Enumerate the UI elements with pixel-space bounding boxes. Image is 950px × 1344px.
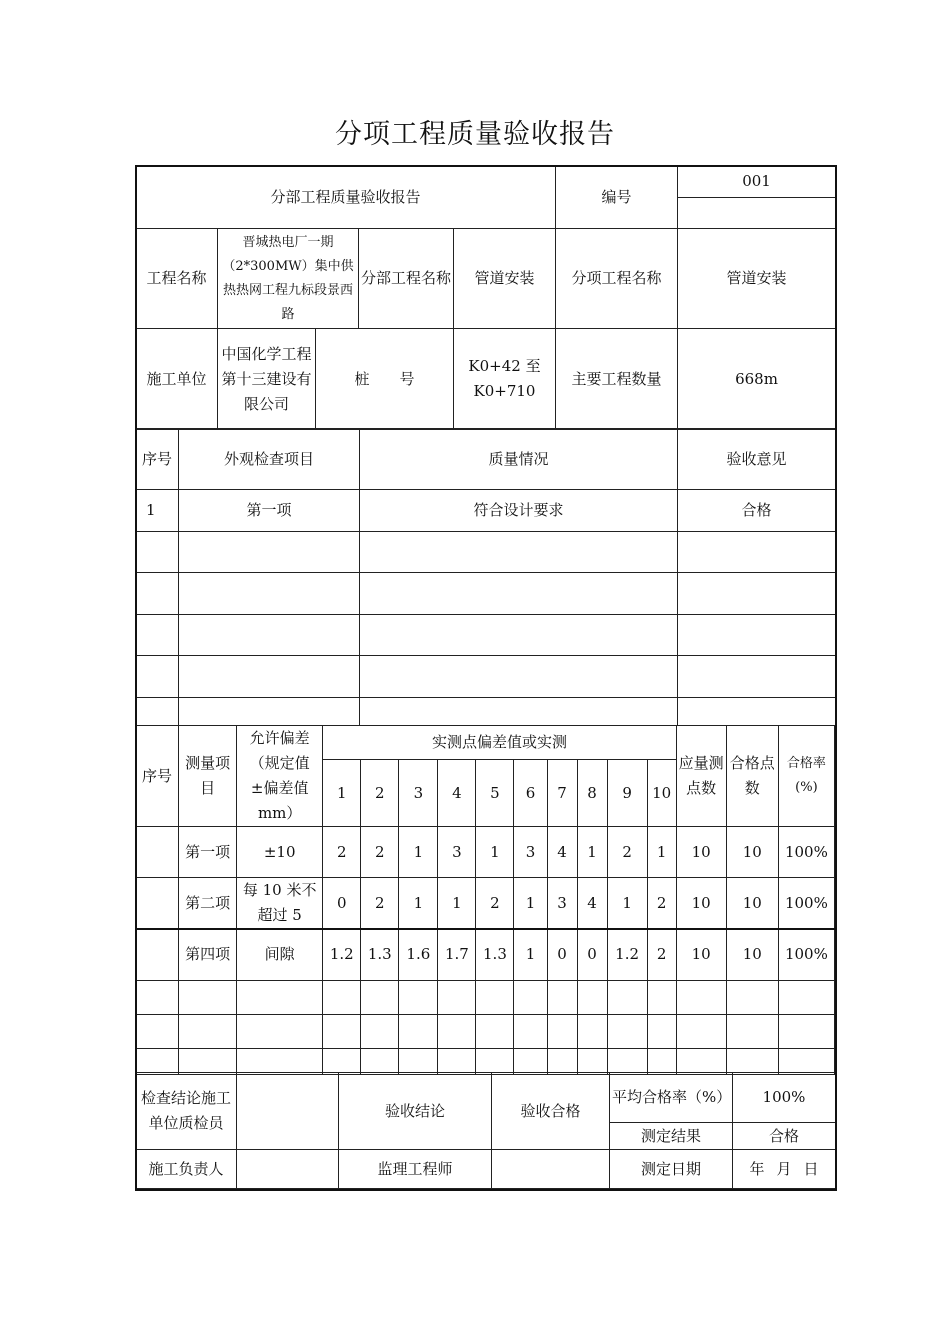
measure-pass: 10 [726, 929, 778, 980]
visual-row-item: 第一项 [179, 490, 360, 532]
number-blank [678, 198, 836, 229]
measure-item: 第一项 [179, 827, 237, 878]
measure-table [135, 725, 835, 1075]
number-value: 001 [678, 166, 836, 198]
measure-value: 0 [323, 878, 361, 930]
measure-value: 1.2 [323, 929, 361, 980]
point-number: 4 [438, 760, 476, 827]
measure-rate: 100% [778, 878, 834, 930]
measure-col-points: 应量测点数 [676, 726, 726, 827]
measure-value: 1 [577, 827, 607, 878]
point-number: 1 [323, 760, 361, 827]
table-row [136, 656, 836, 698]
measure-item: 第二项 [179, 878, 237, 930]
contractor-label: 施工单位 [136, 329, 218, 430]
table-row [136, 573, 836, 615]
measure-pass: 10 [726, 827, 778, 878]
measure-value: 2 [647, 878, 676, 930]
measure-value: 4 [547, 827, 577, 878]
measure-value: 2 [323, 827, 361, 878]
measure-value: 1.3 [476, 929, 514, 980]
measure-value: 4 [577, 878, 607, 930]
check-conclusion-blank [237, 1073, 339, 1150]
point-number: 3 [399, 760, 438, 827]
measure-item: 第四项 [179, 929, 237, 980]
measure-col-measured: 实测点偏差值或实测 [323, 726, 676, 760]
measure-value: 1 [399, 827, 438, 878]
avg-rate-value: 100% [733, 1073, 836, 1123]
table-row [136, 1014, 835, 1048]
measure-value: 3 [438, 827, 476, 878]
point-number: 9 [607, 760, 647, 827]
measure-col-allow: 允许偏差（规定值±偏差值mm） [237, 726, 323, 827]
measure-allow: ±10 [237, 827, 323, 878]
date-year: 年 [749, 1159, 765, 1178]
measure-value: 2 [607, 827, 647, 878]
date-label: 测定日期 [610, 1150, 733, 1189]
measure-points: 10 [676, 929, 726, 980]
project-name-label: 工程名称 [136, 229, 218, 329]
number-label: 编号 [556, 166, 678, 229]
date-day: 日 [803, 1159, 819, 1178]
point-number: 8 [577, 760, 607, 827]
item-name-label: 分项工程名称 [556, 229, 678, 329]
measure-value: 0 [547, 929, 577, 980]
table-row [136, 490, 836, 532]
measure-value: 2 [647, 929, 676, 980]
page-title: 分项工程质量验收报告 [335, 119, 615, 150]
visual-row-quality: 符合设计要求 [360, 490, 678, 532]
project-name-value: 晋城热电厂一期（2*300MW）集中供热热网工程九标段景西路 [218, 229, 359, 329]
measure-rate: 100% [778, 929, 834, 980]
measure-rate: 100% [778, 827, 834, 878]
measure-value: 1 [438, 878, 476, 930]
visual-col-no: 序号 [136, 429, 179, 490]
measure-value: 2 [361, 827, 399, 878]
measure-value: 1.2 [607, 929, 647, 980]
station-value: K0+42 至K0+710 [454, 329, 556, 430]
measure-pass: 10 [726, 878, 778, 930]
measure-value: 1 [514, 878, 547, 930]
manager-blank [237, 1150, 339, 1189]
measure-col-item: 测量项目 [179, 726, 237, 827]
acceptance-conclusion-value: 验收合格 [492, 1073, 610, 1150]
station-label: 桩 号 [316, 329, 454, 430]
avg-rate-label: 平均合格率（%） [610, 1073, 733, 1123]
visual-row-no: 1 [136, 490, 179, 532]
manager-label: 施工负责人 [136, 1150, 237, 1189]
measure-value: 2 [361, 878, 399, 930]
sub-project-value: 管道安装 [454, 229, 556, 329]
measure-col-pass: 合格点数 [726, 726, 778, 827]
table-row [136, 698, 836, 726]
report-label: 分部工程质量验收报告 [136, 166, 556, 229]
header-table [135, 165, 836, 430]
point-number: 7 [547, 760, 577, 827]
table-row [136, 929, 835, 980]
measure-value: 1 [399, 878, 438, 930]
measure-col-no: 序号 [136, 726, 179, 827]
measure-points: 10 [676, 827, 726, 878]
check-conclusion-label: 检查结论施工单位质检员 [136, 1073, 237, 1150]
measure-value: 1 [607, 878, 647, 930]
contractor-value: 中国化学工程第十三建设有限公司 [218, 329, 316, 430]
point-number: 5 [476, 760, 514, 827]
item-name-value: 管道安装 [678, 229, 836, 329]
measure-value: 1.7 [438, 929, 476, 980]
measure-value: 1 [647, 827, 676, 878]
measure-value: 3 [547, 878, 577, 930]
measure-points: 10 [676, 878, 726, 930]
visual-col-opinion: 验收意见 [678, 429, 836, 490]
measure-allow: 间隙 [237, 929, 323, 980]
footer-table [135, 1072, 836, 1189]
table-row [136, 980, 835, 1014]
visual-col-quality: 质量情况 [360, 429, 678, 490]
acceptance-conclusion-label: 验收结论 [339, 1073, 492, 1150]
table-row [136, 532, 836, 573]
visual-col-item: 外观检查项目 [179, 429, 360, 490]
table-row [136, 615, 836, 656]
quantity-value: 668m [678, 329, 836, 430]
measure-allow: 每 10 米不超过 5 [237, 878, 323, 930]
table-row [136, 878, 835, 930]
measure-col-rate: 合格率(%) [778, 726, 834, 827]
table-row [136, 1048, 835, 1074]
visual-table [135, 428, 836, 726]
measure-value: 2 [476, 878, 514, 930]
date-month: 月 [776, 1159, 792, 1178]
measure-value: 1.3 [361, 929, 399, 980]
supervisor-label: 监理工程师 [339, 1150, 492, 1189]
sub-project-label: 分部工程名称 [359, 229, 454, 329]
measure-value: 1.6 [399, 929, 438, 980]
result-value: 合格 [733, 1123, 836, 1150]
measure-value: 0 [577, 929, 607, 980]
measure-value: 1 [514, 929, 547, 980]
quantity-label: 主要工程数量 [556, 329, 678, 430]
point-number: 2 [361, 760, 399, 827]
table-row [136, 827, 835, 878]
point-number: 10 [647, 760, 676, 827]
date-value [733, 1150, 836, 1189]
result-label: 测定结果 [610, 1123, 733, 1150]
point-number: 6 [514, 760, 547, 827]
supervisor-blank [492, 1150, 610, 1189]
measure-value: 3 [514, 827, 547, 878]
measure-value: 1 [476, 827, 514, 878]
visual-row-opinion: 合格 [678, 490, 836, 532]
